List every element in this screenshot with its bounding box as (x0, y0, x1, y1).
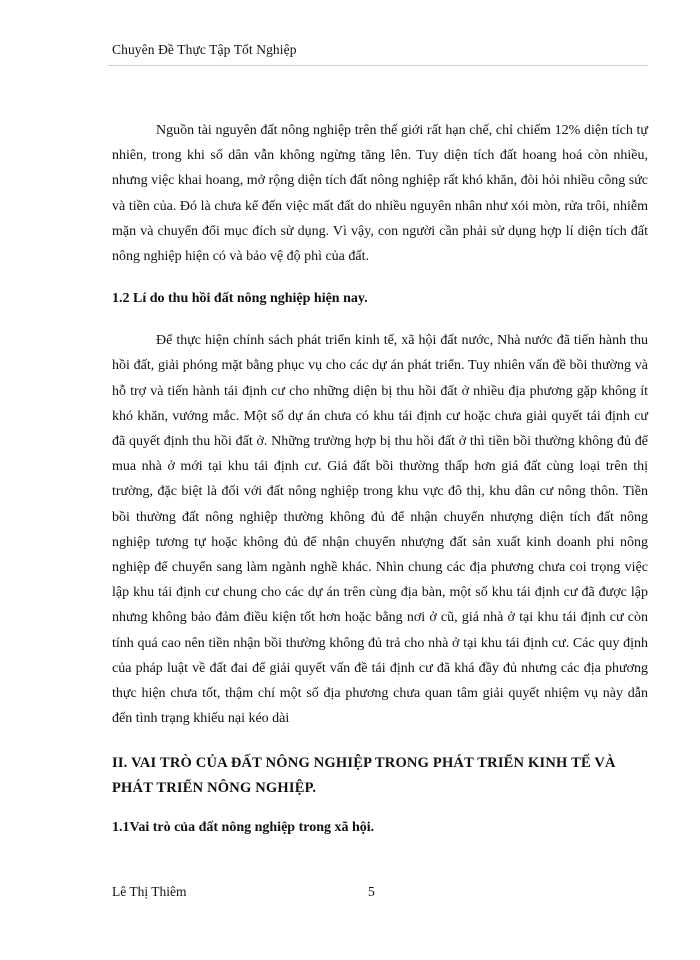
heading-section-1-1: 1.1Vai trò của đất nông nghiệp trong xã hội. (112, 820, 375, 836)
page-body (112, 118, 648, 840)
paragraph-land-resources: Nguồn tài nguyên đất nông nghiệp trên thế giới rất hạn chế, chỉ chiếm 12% diện tích tự nhiên, trong khi số dân vẫn không ngừng tăng lên. Tuy diện tích đất hoang hoá còn nhiều, nhưng việc khai hoang, mở rộng diện tích đất nông nghiệp rất khó khăn, đòi hỏi nhiều công sức và tiền của. Đó là chưa kể đến việc mất đất do nhiều nguyên nhân như xói mòn, rửa trôi, nhiễm mặn và chuyển đổi mục đích sử dụng. Vì vậy, con người cần phải sử dụng hợp lí diện tích đất nông nghiệp hiện có và bảo vệ độ phì của đất. (112, 123, 648, 265)
header-rule (108, 65, 648, 66)
footer-author: Lê Thị Thiêm (112, 884, 187, 899)
page-header-title: Chuyên Đề Thực Tập Tốt Nghiệp (112, 42, 297, 57)
heading-section-II: II. VAI TRÒ CỦA ĐẤT NÔNG NGHIỆP TRONG PHÁT TRIỂN KINH TẾ VÀ PHÁT TRIỂN NÔNG NGHIỆP. (112, 755, 616, 797)
page-number: 5 (368, 884, 375, 899)
paragraph-land-recovery-reasons: Để thực hiện chính sách phát triển kinh tế, xã hội đất nước, Nhà nước đã tiến hành thu hồi đất, giải phóng mặt bằng phục vụ cho các dự án phát triển. Tuy nhiên vấn đề bồi thường và hỗ trợ và tiến hành tái định cư cho những diện bị thu hồi đất ở nhiều địa phương gặp không ít khó khăn, vướng mắc. Một số dự án chưa có khu tái định cư hoặc chưa giải quyết tái định cư đã quyết định thu hồi đất ở. Những trường hợp bị thu hồi đất ở thì tiền bồi thường không đủ để mua nhà ở mới tại khu tái định cư. Giá đất bồi thường thấp hơn giá đất cùng loại trên thị trường, đặc biệt là đối với đất nông nghiệp trong khu vực đô thị, khu dân cư nông thôn. Tiền bồi thường đất nông nghiệp thường không đủ để nhận chuyển nhượng diện tích đất nông nghiệp tương tự hoặc không đủ để nhận chuyển nhượng đất sản xuất kinh doanh phi nông nghiệp để chuyển sang làm ngành nghề khác. Nhìn chung các địa phương chưa coi trọng việc lập khu tái định cư chung cho các dự án trên cùng địa bàn, một số khu tái định cư đã được lập nhưng không bảo đảm điều kiện tốt hơn hoặc bằng nơi ở cũ, giá nhà ở tại khu tái định cư còn tính quá cao nên tiền nhận bồi thường không đủ trả cho nhà ở tại khu tái định cư. Các quy định của pháp luật về đất đai để giải quyết vấn đề tái định cư đã khá đầy đủ nhưng các địa phương thực hiện chưa tốt, thậm chí một số địa phương chưa quan tâm giải quyết nhiệm vụ này dẫn đến tình trạng khiếu nại kéo dài (112, 333, 648, 727)
heading-section-1-2: 1.2 Lí do thu hồi đất nông nghiệp hiện nay. (112, 291, 368, 307)
